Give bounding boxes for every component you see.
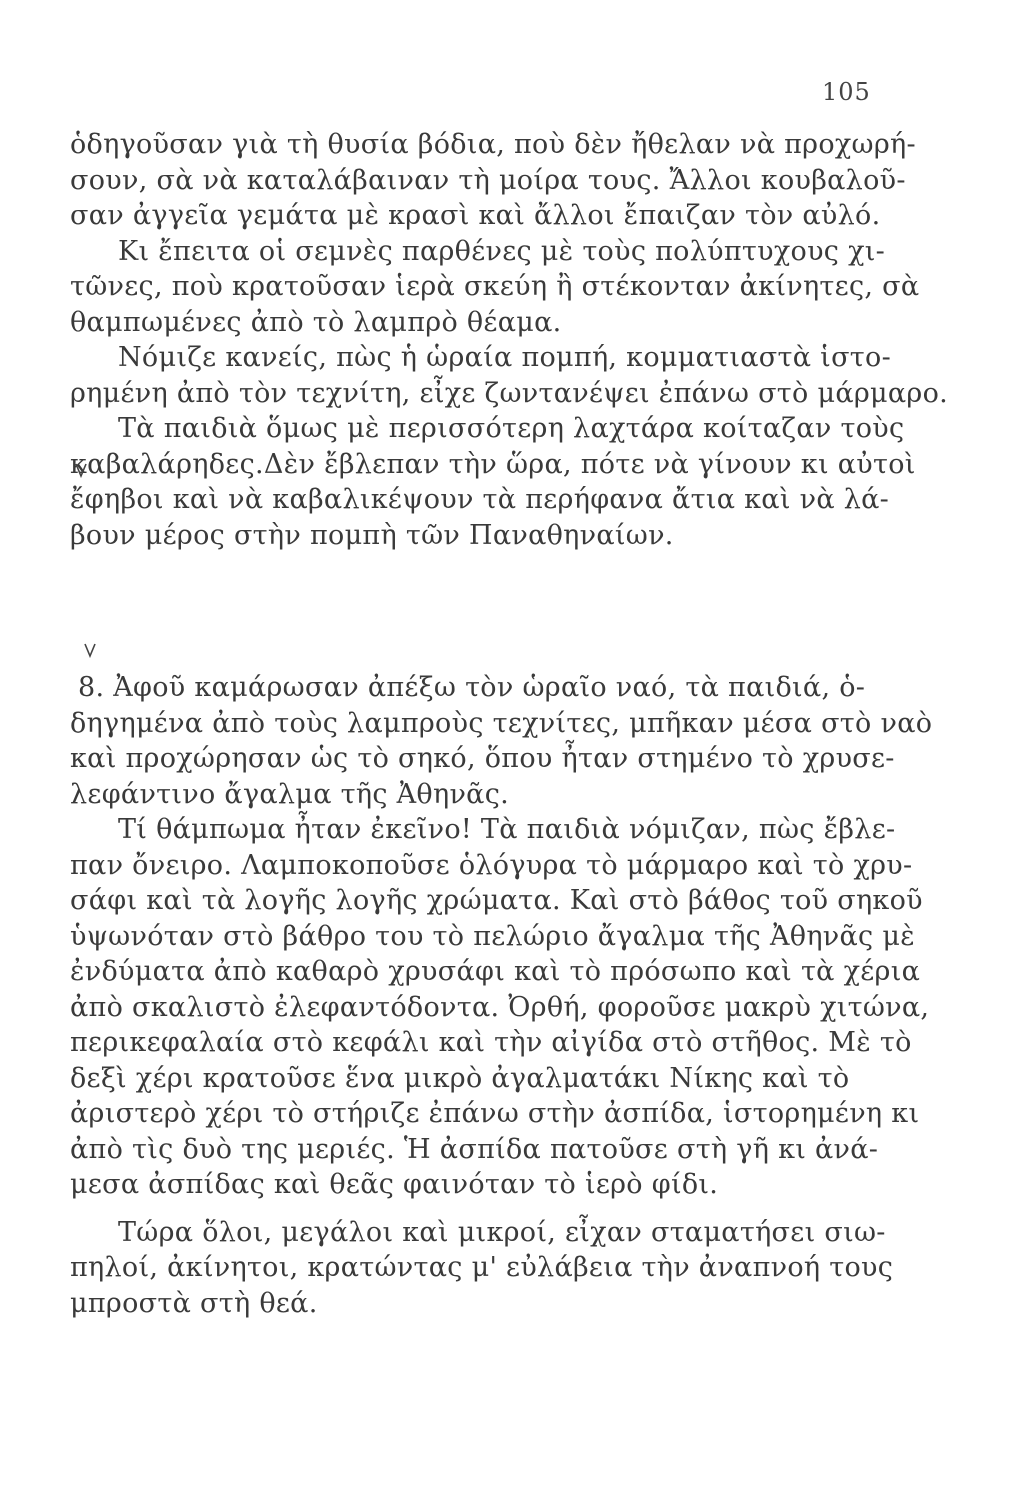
text-line: Τί θάμπωμα ἦταν ἐκεῖνο! Τὰ παιδιὰ νόμιζαν, πὼς ἔβλε- <box>118 814 896 845</box>
text-line: Τώρα ὅλοι, μεγάλοι καὶ μικροί, εἶχαν σταματήσει σιω- <box>118 1216 886 1248</box>
text-line: μπροστὰ στὴ θεά. <box>70 1287 318 1319</box>
check-mark-icon <box>83 642 97 658</box>
text-line: ἐνδύματα ἀπὸ καθαρὸ χρυσάφι καὶ τὸ πρόσωπο καὶ τὰ χέρια <box>70 956 921 987</box>
text-line: καβαλάρηδες.Δὲν ἔβλεπαν τὴν ὥρα, πότε νὰ γίνουν κι αὐτοὶ <box>70 448 916 480</box>
page-number: 105 <box>822 78 871 106</box>
text-line: τῶνες, ποὺ κρατοῦσαν ἱερὰ σκεύη ἢ στέκονταν ἀκίνητες, σὰ <box>70 271 920 302</box>
text-line: πηλοί, ἀκίνητοι, κρατώντας μ' εὐλάβεια τὴν ἀναπνοή τους <box>70 1252 894 1283</box>
text-line: ἀριστερὸ χέρι τὸ στήριζε ἐπάνω στὴν ἀσπίδα, ἱστορημένη κι <box>70 1098 920 1129</box>
text-line: σουν, σὰ νὰ καταλάβαιναν τὴ μοίρα τους. Ἄλλοι κουβαλοῦ- <box>70 164 906 196</box>
text-line: βουν μέρος στὴν πομπὴ τῶν Παναθηναίων. <box>70 519 674 551</box>
text-line: καὶ προχώρησαν ὡς τὸ σηκό, ὅπου ἦταν στημένο τὸ χρυσε- <box>70 743 895 774</box>
text-line: περικεφαλαία στὸ κεφάλι καὶ τὴν αἰγίδα στὸ στῆθος. Μὲ τὸ <box>70 1027 912 1058</box>
text-line: ρημένη ἀπὸ τὸν τεχνίτη, εἶχε ζωντανέψει ἐπάνω στὸ μάρμαρο. <box>70 377 949 409</box>
text-line: ἔφηβοι καὶ νὰ καβαλικέψουν τὰ περήφανα ἄτια καὶ νὰ λά- <box>70 484 890 515</box>
text-line: Νόμιζε κανείς, πὼς ἡ ὡραία πομπή, κομματιαστὰ ἱστο- <box>118 342 892 373</box>
text-line: ἀπὸ σκαλιστὸ ἐλεφαντόδοντα. Ὀρθή, φοροῦσε μακρὺ χιτώνα, <box>70 991 930 1023</box>
check-mark-icon <box>74 462 88 478</box>
text-line: δηγημένα ἀπὸ τοὺς λαμπροὺς τεχνίτες, μπῆκαν μέσα στὸ ναὸ <box>70 707 933 739</box>
text-line: παν ὄνειρο. Λαμποκοποῦσε ὁλόγυρα τὸ μάρμαρο καὶ τὸ χρυ- <box>70 849 913 881</box>
text-line: 8. Ἀφοῦ καμάρωσαν ἀπέξω τὸν ὡραῖο ναό, τὰ παιδιά, ὁ- <box>78 672 866 703</box>
text-line: Κι ἔπειτα οἱ σεμνὲς παρθένες μὲ τοὺς πολύπτυχους χι- <box>118 235 886 267</box>
section-2 <box>70 670 933 1321</box>
text-line: ἀπὸ τὶς δυὸ της μεριές. Ἡ ἀσπίδα πατοῦσε στὴ γῆ κι ἀνά- <box>70 1133 879 1165</box>
text-line: Τὰ παιδιὰ ὅμως μὲ περισσότερη λαχτάρα κοίταζαν τοὺς <box>118 413 905 444</box>
text-line: μεσα ἀσπίδας καὶ θεᾶς φαινόταν τὸ ἱερὸ φίδι. <box>70 1169 719 1200</box>
text-line: λεφάντινο ἄγαλμα τῆς Ἀθηνᾶς. <box>70 778 510 810</box>
text-line: θαμπωμένες ἀπὸ τὸ λαμπρὸ θέαμα. <box>70 306 562 338</box>
text-line: δεξὶ χέρι κρατοῦσε ἕνα μικρὸ ἀγαλματάκι Νίκης καὶ τὸ <box>70 1062 850 1094</box>
section-1 <box>70 127 949 553</box>
text-line: ὑψωνόταν στὸ βάθρο του τὸ πελώριο ἄγαλμα τῆς Ἀθηνᾶς μὲ <box>70 920 915 952</box>
text-line: σαν ἀγγεῖα γεμάτα μὲ κρασὶ καὶ ἄλλοι ἔπαιζαν τὸν αὐλό. <box>70 200 881 231</box>
text-line: ὁδηγοῦσαν γιὰ τὴ θυσία βόδια, ποὺ δὲν ἤθελαν νὰ προχωρή- <box>70 129 916 160</box>
text-line: σάφι καὶ τὰ λογῆς λογῆς χρώματα. Καὶ στὸ βάθος τοῦ σηκοῦ <box>70 885 923 916</box>
